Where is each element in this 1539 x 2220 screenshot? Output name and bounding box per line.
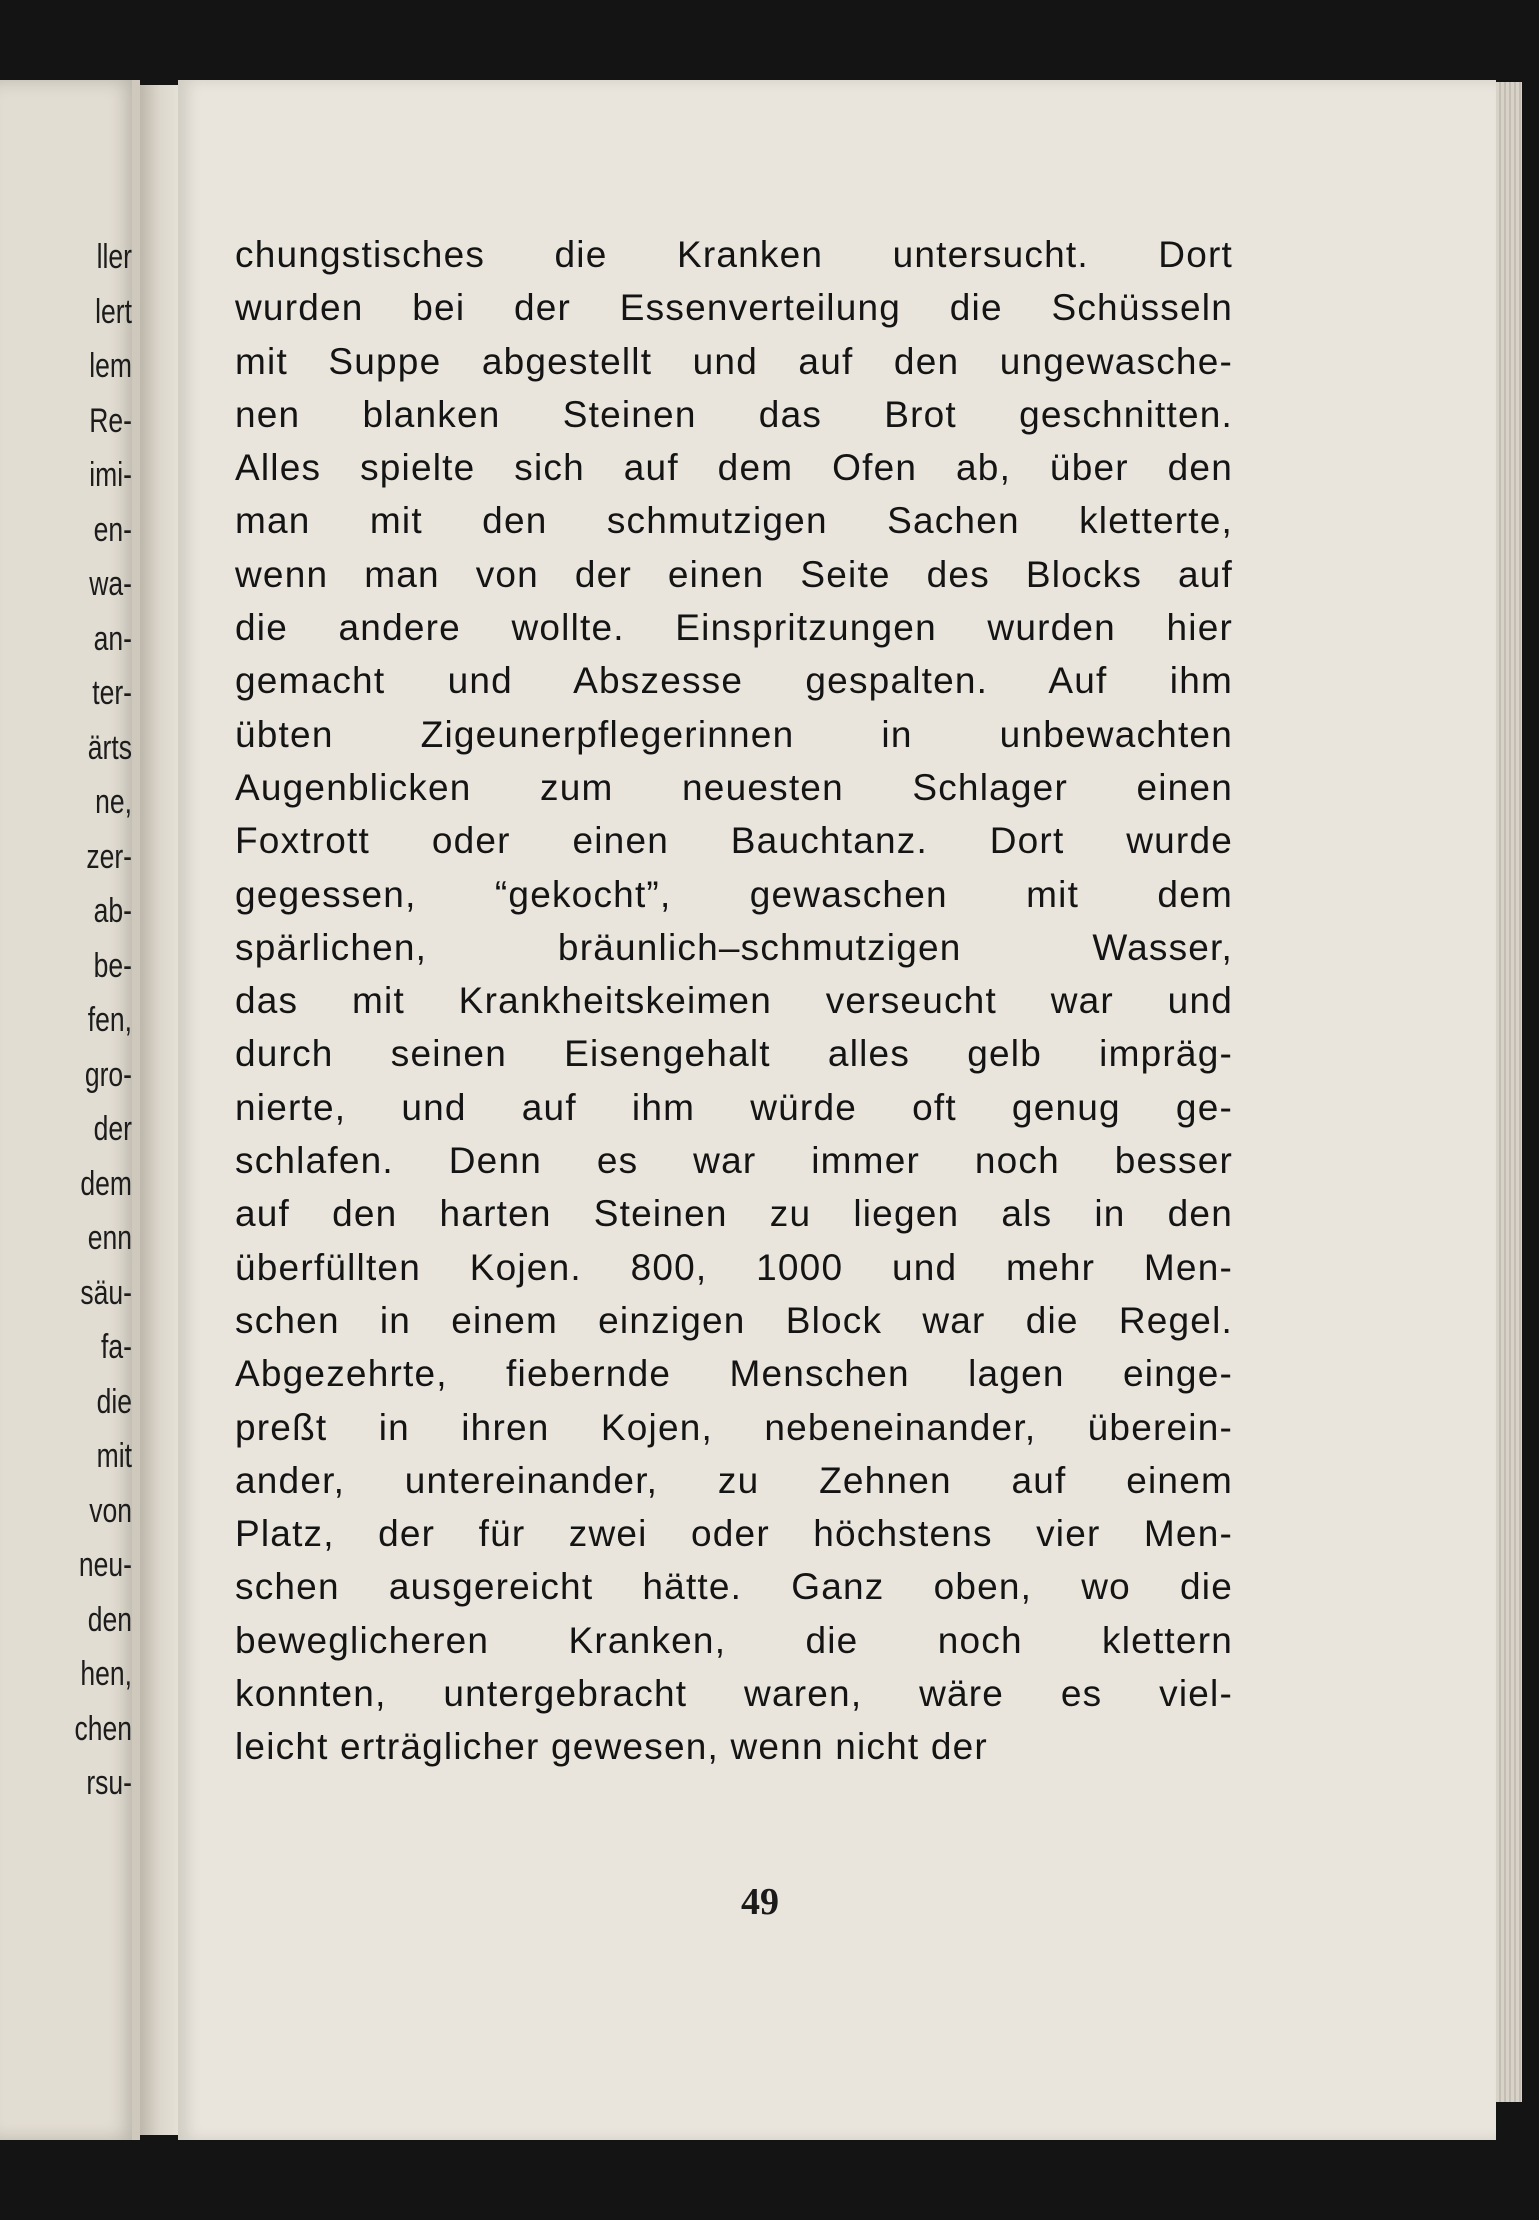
- text-line: Platz, der für zwei oder höchstens vier Men-: [235, 1513, 1233, 1555]
- left-page-fragment: gro-: [84, 1055, 132, 1094]
- text-line: preßt in ihren Kojen, nebeneinander, überein-: [235, 1406, 1233, 1448]
- left-page-fragment: mit: [96, 1437, 132, 1475]
- text-line: leicht erträglicher gewesen, wenn nicht der: [235, 1726, 988, 1768]
- body-text: [235, 228, 1233, 1774]
- text-line: nierte, und auf ihm würde oft genug ge-: [235, 1086, 1233, 1128]
- left-page-fragment: Re-: [89, 401, 132, 440]
- text-line: die andere wollte. Einspritzungen wurden hier: [235, 607, 1233, 649]
- page-number: 49: [741, 1881, 779, 1923]
- text-line: konnten, untergebracht waren, wäre es viel-: [235, 1673, 1233, 1715]
- text-line: ander, untereinander, zu Zehnen auf einem: [235, 1459, 1233, 1501]
- left-page-fragment: wa-: [89, 565, 132, 603]
- left-page-text-column: [38, 230, 132, 1811]
- text-line: chungstisches die Kranken untersucht. Dort: [235, 234, 1233, 275]
- left-page-fragment: ter-: [92, 674, 132, 712]
- text-line: schen in einem einzigen Block war die Regel.: [235, 1299, 1233, 1341]
- left-page-fragment: hen,: [80, 1655, 132, 1693]
- text-line: wenn man von der einen Seite des Blocks auf: [235, 553, 1233, 595]
- left-page-fragment: den: [87, 1600, 132, 1639]
- text-line: gemacht und Abszesse gespalten. Auf ihm: [235, 660, 1233, 702]
- left-page-fragment: dem: [80, 1164, 132, 1203]
- left-page-fragment: ller: [96, 238, 132, 276]
- text-line: durch seinen Eisengehalt alles gelb impräg-: [235, 1033, 1233, 1075]
- book-gutter: [140, 85, 180, 2135]
- text-line: schen ausgereicht hätte. Ganz oben, wo die: [235, 1566, 1233, 1608]
- left-page-fragment: be-: [93, 946, 132, 985]
- text-line: überfüllten Kojen. 800, 1000 und mehr Men-: [235, 1246, 1233, 1288]
- left-page-fragment: die: [96, 1382, 132, 1421]
- left-page-fragment: chen: [74, 1709, 132, 1748]
- left-page-fragment: enn: [87, 1219, 132, 1257]
- left-page-fragment: fen,: [87, 1001, 132, 1039]
- text-line: das mit Krankheitskeimen verseucht war und: [235, 980, 1233, 1022]
- text-line: spärlichen, bräunlich–schmutzigen Wasser,: [235, 926, 1233, 968]
- left-page-fragment: imi-: [89, 456, 132, 494]
- text-line: gegessen, “gekocht”, gewaschen mit dem: [235, 873, 1233, 915]
- left-page-fragment: ne,: [95, 783, 132, 821]
- text-line: schlafen. Denn es war immer noch besser: [235, 1140, 1233, 1182]
- left-page-fragment: an-: [93, 619, 132, 658]
- left-page-fragment: von: [89, 1491, 132, 1530]
- text-line: Augenblicken zum neuesten Schlager einen: [235, 766, 1233, 808]
- text-line: Abgezehrte, fiebernde Menschen lagen einge-: [235, 1353, 1233, 1395]
- left-page-fragment: en-: [93, 510, 132, 549]
- left-page-fragment: säu-: [80, 1273, 132, 1312]
- text-line: beweglicheren Kranken, die noch klettern: [235, 1619, 1233, 1661]
- left-page-fragment: ab-: [93, 892, 132, 930]
- text-line: übten Zigeunerpflegerinnen in unbewachten: [235, 713, 1233, 755]
- left-page-fragment: der: [93, 1110, 132, 1148]
- left-page: [0, 80, 140, 2140]
- left-page-edge: [132, 80, 140, 2140]
- text-line: mit Suppe abgestellt und auf den ungewasche-: [235, 340, 1233, 382]
- text-line: wurden bei der Essenverteilung die Schüsseln: [235, 287, 1233, 329]
- left-page-fragment: fa-: [101, 1328, 132, 1366]
- left-page-fragment: zer-: [86, 837, 132, 876]
- left-page-fragment: rsu-: [86, 1764, 132, 1802]
- left-page-fragment: lert: [95, 292, 132, 331]
- left-page-fragment: ärts: [87, 728, 132, 767]
- text-line: nen blanken Steinen das Brot geschnitten.: [235, 393, 1233, 435]
- page-stack-edge: [1496, 82, 1522, 2102]
- text-line: man mit den schmutzigen Sachen kletterte,: [235, 500, 1233, 542]
- left-page-fragment: neu-: [78, 1546, 132, 1584]
- text-line: auf den harten Steinen zu liegen als in den: [235, 1193, 1233, 1235]
- left-page-fragment: lem: [89, 347, 132, 385]
- text-line: Foxtrott oder einen Bauchtanz. Dort wurde: [235, 820, 1233, 862]
- text-line: Alles spielte sich auf dem Ofen ab, über den: [235, 447, 1233, 489]
